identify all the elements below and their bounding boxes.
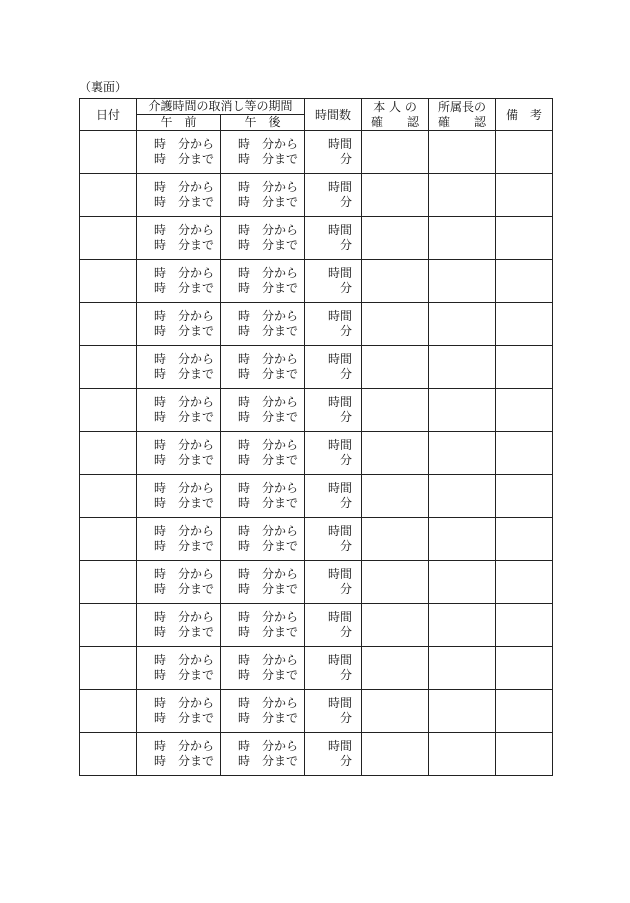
morning-from-text: 時 分から (154, 481, 215, 495)
morning-until-text: 時 分まで (154, 754, 215, 768)
morning-until-text: 時 分まで (154, 539, 215, 553)
morning-time-cell[interactable] (137, 217, 221, 260)
self-confirm-cell[interactable] (362, 346, 429, 389)
date-cell[interactable] (80, 389, 137, 432)
afternoon-from-text: 時 分から (238, 180, 299, 194)
table-row (80, 346, 553, 389)
afternoon-from-text: 時 分から (238, 481, 299, 495)
morning-time-cell[interactable] (137, 647, 221, 690)
morning-until-text: 時 分まで (154, 496, 215, 510)
afternoon-time-cell[interactable] (221, 647, 305, 690)
hours-unit-text: 時間 (328, 696, 353, 710)
date-cell[interactable] (80, 475, 137, 518)
header-afternoon: 午 後 (221, 115, 305, 131)
minutes-unit-text: 分 (340, 625, 353, 639)
hours-unit-text: 時間 (328, 610, 353, 624)
afternoon-time-cell[interactable] (221, 733, 305, 776)
notes-cell[interactable] (496, 346, 553, 389)
afternoon-time-cell[interactable] (221, 604, 305, 647)
afternoon-until-text: 時 分まで (238, 625, 299, 639)
morning-until-text: 時 分まで (154, 453, 215, 467)
self-confirm-cell[interactable] (362, 604, 429, 647)
notes-cell[interactable] (496, 389, 553, 432)
self-confirm-cell[interactable] (362, 733, 429, 776)
afternoon-from-text: 時 分から (238, 653, 299, 667)
hours-cell[interactable] (305, 690, 362, 733)
afternoon-time-cell[interactable] (221, 131, 305, 174)
head-confirm-cell[interactable] (429, 561, 496, 604)
afternoon-from-text: 時 分から (238, 137, 299, 151)
table-row (80, 518, 553, 561)
self-confirm-cell[interactable] (362, 432, 429, 475)
head-confirm-cell[interactable] (429, 131, 496, 174)
minutes-unit-text: 分 (340, 324, 353, 338)
minutes-unit-text: 分 (340, 453, 353, 467)
afternoon-from-text: 時 分から (238, 567, 299, 581)
page-side-label: （裏面） (79, 80, 128, 94)
notes-cell[interactable] (496, 561, 553, 604)
notes-cell[interactable] (496, 475, 553, 518)
afternoon-from-text: 時 分から (238, 395, 299, 409)
head-confirm-cell[interactable] (429, 217, 496, 260)
self-confirm-cell[interactable] (362, 174, 429, 217)
header-date: 日付 (80, 99, 137, 131)
afternoon-time-cell[interactable] (221, 518, 305, 561)
hours-cell[interactable] (305, 346, 362, 389)
morning-from-text: 時 分から (154, 352, 215, 366)
self-confirm-cell[interactable] (362, 303, 429, 346)
notes-cell[interactable] (496, 690, 553, 733)
afternoon-until-text: 時 分まで (238, 324, 299, 338)
table-row (80, 647, 553, 690)
morning-time-cell[interactable] (137, 131, 221, 174)
head-confirm-cell[interactable] (429, 174, 496, 217)
hours-unit-text: 時間 (328, 395, 353, 409)
hours-cell[interactable] (305, 217, 362, 260)
date-cell[interactable] (80, 303, 137, 346)
morning-from-text: 時 分から (154, 653, 215, 667)
morning-from-text: 時 分から (154, 524, 215, 538)
afternoon-from-text: 時 分から (238, 739, 299, 753)
afternoon-time-cell[interactable] (221, 174, 305, 217)
morning-from-text: 時 分から (154, 739, 215, 753)
morning-until-text: 時 分まで (154, 711, 215, 725)
hours-cell[interactable] (305, 389, 362, 432)
afternoon-from-text: 時 分から (238, 266, 299, 280)
morning-time-cell[interactable] (137, 432, 221, 475)
afternoon-until-text: 時 分まで (238, 711, 299, 725)
self-confirm-cell[interactable] (362, 131, 429, 174)
head-confirm-cell[interactable] (429, 690, 496, 733)
morning-time-cell[interactable] (137, 561, 221, 604)
morning-from-text: 時 分から (154, 438, 215, 452)
header-self-confirm-bottom: 確 認 (371, 114, 420, 129)
afternoon-time-cell[interactable] (221, 690, 305, 733)
self-confirm-cell[interactable] (362, 647, 429, 690)
date-cell[interactable] (80, 604, 137, 647)
afternoon-until-text: 時 分まで (238, 668, 299, 682)
morning-from-text: 時 分から (154, 223, 215, 237)
hours-unit-text: 時間 (328, 266, 353, 280)
date-cell[interactable] (80, 561, 137, 604)
morning-from-text: 時 分から (154, 180, 215, 194)
minutes-unit-text: 分 (340, 496, 353, 510)
morning-from-text: 時 分から (154, 610, 215, 624)
head-confirm-cell[interactable] (429, 260, 496, 303)
hours-unit-text: 時間 (328, 309, 353, 323)
hours-unit-text: 時間 (328, 567, 353, 581)
hours-cell[interactable] (305, 432, 362, 475)
morning-time-cell[interactable] (137, 389, 221, 432)
hours-unit-text: 時間 (328, 223, 353, 237)
notes-cell[interactable] (496, 432, 553, 475)
hours-unit-text: 時間 (328, 438, 353, 452)
morning-from-text: 時 分から (154, 696, 215, 710)
table-row (80, 561, 553, 604)
morning-time-cell[interactable] (137, 690, 221, 733)
header-head-confirm-bottom: 確 認 (438, 114, 487, 129)
hours-cell[interactable] (305, 518, 362, 561)
hours-unit-text: 時間 (328, 137, 353, 151)
minutes-unit-text: 分 (340, 195, 353, 209)
morning-until-text: 時 分まで (154, 152, 215, 166)
afternoon-time-cell[interactable] (221, 432, 305, 475)
notes-cell[interactable] (496, 131, 553, 174)
header-morning: 午 前 (137, 115, 221, 131)
date-cell[interactable] (80, 131, 137, 174)
hours-cell[interactable] (305, 475, 362, 518)
minutes-unit-text: 分 (340, 754, 353, 768)
table-row (80, 174, 553, 217)
table-row (80, 260, 553, 303)
morning-time-cell[interactable] (137, 518, 221, 561)
date-cell[interactable] (80, 174, 137, 217)
head-confirm-cell[interactable] (429, 303, 496, 346)
header-period: 介護時間の取消し等の期間 (137, 99, 305, 115)
self-confirm-cell[interactable] (362, 260, 429, 303)
afternoon-from-text: 時 分から (238, 352, 299, 366)
morning-time-cell[interactable] (137, 303, 221, 346)
afternoon-from-text: 時 分から (238, 309, 299, 323)
afternoon-time-cell[interactable] (221, 260, 305, 303)
morning-time-cell[interactable] (137, 346, 221, 389)
notes-cell[interactable] (496, 647, 553, 690)
date-cell[interactable] (80, 647, 137, 690)
afternoon-from-text: 時 分から (238, 696, 299, 710)
self-confirm-cell[interactable] (362, 690, 429, 733)
morning-from-text: 時 分から (154, 309, 215, 323)
hours-unit-text: 時間 (328, 481, 353, 495)
minutes-unit-text: 分 (340, 668, 353, 682)
header-hours: 時間数 (305, 99, 362, 131)
head-confirm-cell[interactable] (429, 733, 496, 776)
afternoon-until-text: 時 分まで (238, 152, 299, 166)
afternoon-until-text: 時 分まで (238, 281, 299, 295)
hours-unit-text: 時間 (328, 524, 353, 538)
date-cell[interactable] (80, 518, 137, 561)
morning-until-text: 時 分まで (154, 625, 215, 639)
notes-cell[interactable] (496, 260, 553, 303)
afternoon-from-text: 時 分から (238, 610, 299, 624)
afternoon-until-text: 時 分まで (238, 410, 299, 424)
afternoon-until-text: 時 分まで (238, 754, 299, 768)
self-confirm-cell[interactable] (362, 475, 429, 518)
morning-from-text: 時 分から (154, 266, 215, 280)
morning-until-text: 時 分まで (154, 195, 215, 209)
hours-cell[interactable] (305, 174, 362, 217)
date-cell[interactable] (80, 260, 137, 303)
hours-cell[interactable] (305, 260, 362, 303)
afternoon-until-text: 時 分まで (238, 195, 299, 209)
hours-unit-text: 時間 (328, 653, 353, 667)
table-row (80, 475, 553, 518)
afternoon-until-text: 時 分まで (238, 453, 299, 467)
hours-unit-text: 時間 (328, 739, 353, 753)
minutes-unit-text: 分 (340, 539, 353, 553)
date-cell[interactable] (80, 432, 137, 475)
minutes-unit-text: 分 (340, 410, 353, 424)
morning-time-cell[interactable] (137, 475, 221, 518)
self-confirm-cell[interactable] (362, 561, 429, 604)
hours-cell[interactable] (305, 733, 362, 776)
afternoon-until-text: 時 分まで (238, 367, 299, 381)
morning-until-text: 時 分まで (154, 281, 215, 295)
date-cell[interactable] (80, 346, 137, 389)
minutes-unit-text: 分 (340, 238, 353, 252)
morning-from-text: 時 分から (154, 395, 215, 409)
afternoon-time-cell[interactable] (221, 346, 305, 389)
header-notes: 備 考 (496, 99, 553, 131)
afternoon-until-text: 時 分まで (238, 539, 299, 553)
table-row (80, 604, 553, 647)
hours-cell[interactable] (305, 561, 362, 604)
afternoon-time-cell[interactable] (221, 561, 305, 604)
minutes-unit-text: 分 (340, 152, 353, 166)
self-confirm-cell[interactable] (362, 389, 429, 432)
head-confirm-cell[interactable] (429, 475, 496, 518)
hours-cell[interactable] (305, 604, 362, 647)
head-confirm-cell[interactable] (429, 346, 496, 389)
self-confirm-cell[interactable] (362, 217, 429, 260)
table-row (80, 217, 553, 260)
notes-cell[interactable] (496, 733, 553, 776)
afternoon-from-text: 時 分から (238, 438, 299, 452)
date-cell[interactable] (80, 217, 137, 260)
minutes-unit-text: 分 (340, 582, 353, 596)
minutes-unit-text: 分 (340, 367, 353, 381)
morning-until-text: 時 分まで (154, 582, 215, 596)
afternoon-until-text: 時 分まで (238, 238, 299, 252)
header-head-confirm (429, 99, 496, 131)
head-confirm-cell[interactable] (429, 604, 496, 647)
date-cell[interactable] (80, 690, 137, 733)
table-row (80, 389, 553, 432)
afternoon-time-cell[interactable] (221, 217, 305, 260)
morning-from-text: 時 分から (154, 137, 215, 151)
morning-until-text: 時 分まで (154, 410, 215, 424)
notes-cell[interactable] (496, 518, 553, 561)
notes-cell[interactable] (496, 303, 553, 346)
morning-time-cell[interactable] (137, 174, 221, 217)
hours-cell[interactable] (305, 131, 362, 174)
header-self-confirm-top: 本 人 の (373, 99, 417, 114)
self-confirm-cell[interactable] (362, 518, 429, 561)
header-row-top (80, 99, 553, 115)
notes-cell[interactable] (496, 174, 553, 217)
hours-cell[interactable] (305, 647, 362, 690)
care-leave-cancellation-table (79, 98, 553, 776)
afternoon-from-text: 時 分から (238, 524, 299, 538)
table-row (80, 690, 553, 733)
head-confirm-cell[interactable] (429, 432, 496, 475)
date-cell[interactable] (80, 733, 137, 776)
morning-time-cell[interactable] (137, 733, 221, 776)
afternoon-until-text: 時 分まで (238, 582, 299, 596)
minutes-unit-text: 分 (340, 711, 353, 725)
hours-cell[interactable] (305, 303, 362, 346)
notes-cell[interactable] (496, 217, 553, 260)
head-confirm-cell[interactable] (429, 647, 496, 690)
morning-time-cell[interactable] (137, 604, 221, 647)
header-self-confirm (362, 99, 429, 131)
afternoon-from-text: 時 分から (238, 223, 299, 237)
morning-until-text: 時 分まで (154, 668, 215, 682)
afternoon-time-cell[interactable] (221, 475, 305, 518)
table-row (80, 733, 553, 776)
morning-time-cell[interactable] (137, 260, 221, 303)
afternoon-until-text: 時 分まで (238, 496, 299, 510)
table-row (80, 432, 553, 475)
afternoon-time-cell[interactable] (221, 303, 305, 346)
notes-cell[interactable] (496, 604, 553, 647)
morning-from-text: 時 分から (154, 567, 215, 581)
table-row (80, 131, 553, 174)
hours-unit-text: 時間 (328, 352, 353, 366)
table-row (80, 303, 553, 346)
morning-until-text: 時 分まで (154, 238, 215, 252)
morning-until-text: 時 分まで (154, 367, 215, 381)
minutes-unit-text: 分 (340, 281, 353, 295)
afternoon-time-cell[interactable] (221, 389, 305, 432)
header-head-confirm-top: 所属長の (438, 99, 487, 114)
hours-unit-text: 時間 (328, 180, 353, 194)
morning-until-text: 時 分まで (154, 324, 215, 338)
head-confirm-cell[interactable] (429, 518, 496, 561)
head-confirm-cell[interactable] (429, 389, 496, 432)
